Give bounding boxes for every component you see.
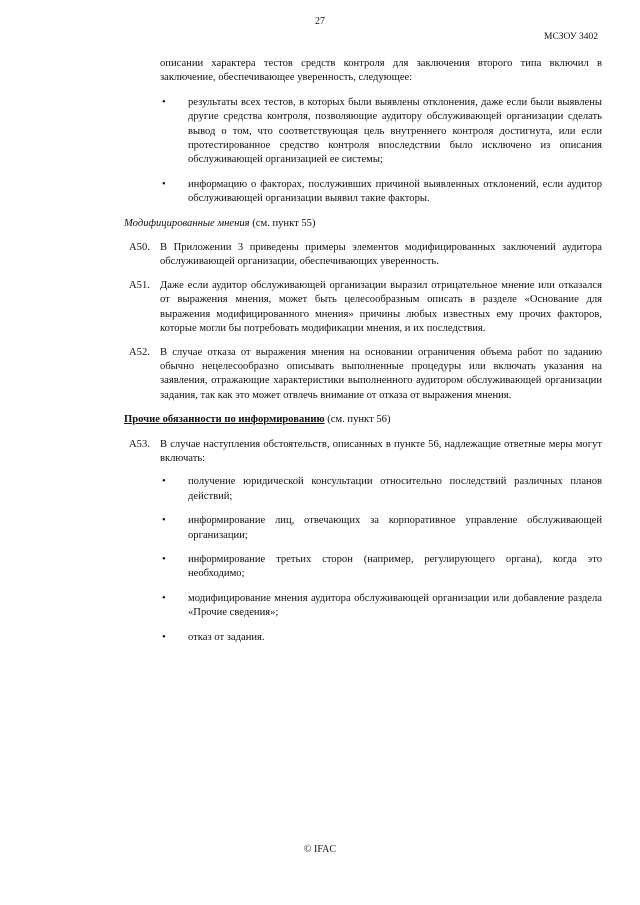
section-title: Модифицированные мнения (124, 217, 250, 229)
list-item (160, 96, 602, 168)
list-item (160, 475, 602, 504)
bullet-icon: • (162, 96, 166, 108)
bullet-icon: • (162, 515, 166, 527)
paragraph-number: A52. (129, 346, 150, 358)
section-reference: (см. пункт 55) (249, 217, 316, 229)
bullet-icon: • (162, 476, 166, 488)
paragraph-number: A51. (129, 279, 150, 291)
section-title: Прочие обязанности по информированию (124, 414, 325, 426)
paragraph-text: В случае отказа от выражения мнения на основании ограничения объема работ по заданию обычно нецелесообразно описывать выполненные процедуры или включать указания на заявления, отражающие характеристики выполненного аудитором обслуживающей организации задания, так как это может отвлечь внимание от отказа от выражения мнения. (160, 346, 602, 401)
list-item-text: информирование третьих сторон (например, регулирующего органа), когда это необходимо; (188, 553, 602, 580)
list-item (160, 631, 602, 645)
page-content (124, 57, 602, 655)
footer-copyright: © IFAC (303, 844, 337, 855)
paragraph-a53 (129, 438, 602, 645)
paragraph-number: A53. (129, 438, 150, 450)
bullet-icon: • (162, 553, 166, 565)
section-heading-modified-opinions (124, 217, 566, 231)
list-item-text: модифицирование мнения аудитора обслуживающей организации или добавление раздела «Прочие сведения»; (188, 592, 602, 619)
list-item-text: отказ от задания. (188, 631, 265, 643)
paragraph-a52 (129, 346, 602, 404)
list-item-text: информацию о факторах, послуживших причиной выявленных отклонений, если аудитор обслуживающей организации выявил такие факторы. (188, 178, 602, 205)
paragraph-number: A50. (129, 242, 150, 254)
paragraph-text: Даже если аудитор обслуживающей организации выразил отрицательное мнение или отказался от выражения мнения, может быть целесообразным описать в разделе «Основание для выражения модифицированного мнения» причины любых известных ему прочих факторов, которые могли бы потребовать модификации мнения, и их последствия. (160, 279, 602, 335)
paragraph-text: В Приложении 3 приведены примеры элементов модифицированных заключений аудитора обслуживающей организации, обеспечивающих уверенность. (160, 242, 602, 268)
list-item-text: информирование лиц, отвечающих за корпоративное управление обслуживающей организации; (188, 515, 602, 541)
paragraph-a51 (129, 279, 602, 337)
section-heading-other-reporting (124, 413, 566, 427)
bullet-icon: • (162, 592, 166, 604)
bullet-icon: • (162, 631, 166, 643)
list-item (160, 514, 602, 543)
intro-paragraph: описании характера тестов средств контроля для заключения второго типа включил в заключение, обеспечивающее уверенность, следующее: (160, 58, 602, 84)
paragraph-a50 (129, 241, 602, 270)
page-number: 27 (315, 16, 325, 27)
list-item (160, 178, 602, 207)
list-item-text: результаты всех тестов, в которых были выявлены отклонения, даже если были выявлены другие средства контроля, позволяющие аудитору обслуживающей организации сделать вывод о том, что соответствующая цель внутреннего контроля достигнута, или если протестированное средство контроля впоследствии было исключено из описания обслуживающей организацией ее системы; (188, 96, 602, 166)
response-list (160, 475, 602, 645)
section-reference: (см. пункт 56) (324, 414, 391, 426)
list-item (160, 553, 602, 582)
bullet-icon: • (162, 178, 166, 190)
paragraph-text: В случае наступления обстоятельств, описанных в пункте 56, надлежащие ответные меры могут включать: (160, 438, 602, 464)
document-code: МСЗОУ 3402 (544, 32, 598, 42)
list-item-text: получение юридической консультации относительно последствий различных планов действий; (188, 476, 602, 502)
list-item (160, 592, 602, 621)
